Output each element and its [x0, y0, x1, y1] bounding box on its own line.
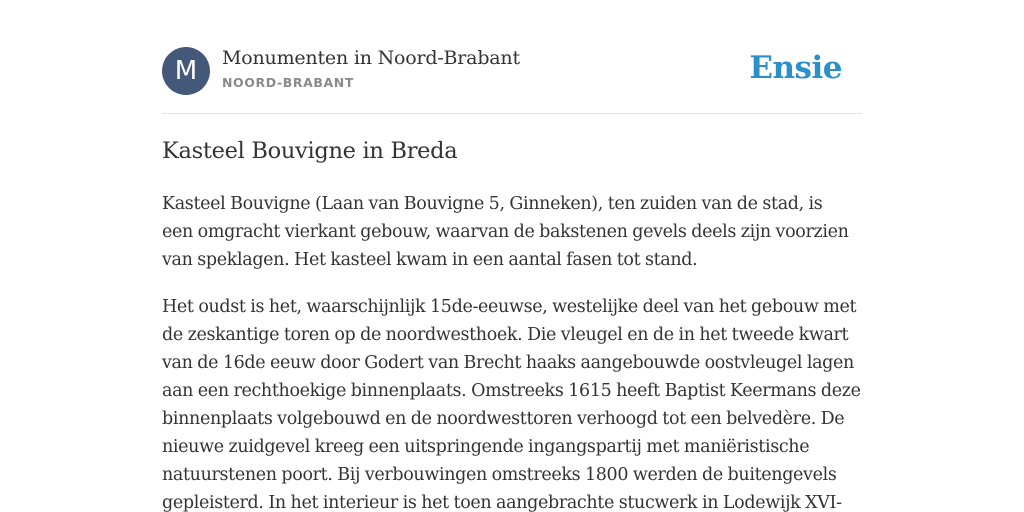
ensie-logo[interactable]: Ensie	[749, 50, 842, 86]
publication-name[interactable]: Monumenten in Noord-Brabant	[222, 47, 520, 69]
paragraph-line: de zeskantige toren op de noordwesthoek. Die vleugel en de in het tweede kwart	[162, 325, 849, 345]
header-divider	[162, 113, 862, 114]
paragraph-line: natuurstenen poort. Bij verbouwingen omstreeks 1800 werden de buitengevels	[162, 465, 837, 485]
publication-subtitle[interactable]: NOORD-BRABANT	[222, 75, 354, 90]
paragraph-line: van de 16de eeuw door Godert van Brecht haaks aangebouwde oostvleugel lagen	[162, 353, 854, 373]
paragraph-line: Het oudst is het, waarschijnlijk 15de-eeuwse, westelijke deel van het gebouw met	[162, 297, 857, 317]
paragraph-line: Kasteel Bouvigne (Laan van Bouvigne 5, Ginneken), ten zuiden van de stad, is	[162, 194, 823, 214]
publication-header	[162, 46, 862, 96]
publication-avatar[interactable]: M	[162, 47, 210, 95]
paragraph-line: van speklagen. Het kasteel kwam in een aantal fasen tot stand.	[162, 250, 698, 270]
paragraph-line: gepleisterd. In het interieur is het toen aangebrachte stucwerk in Lodewijk XVI-	[162, 493, 842, 512]
paragraph-line: nieuwe zuidgevel kreeg een uitspringende ingangspartij met maniëristische	[162, 437, 810, 457]
article-paragraph-1	[162, 190, 862, 274]
paragraph-line: binnenplaats volgebouwd en de noordwesttoren verhoogd tot een belvedère. De	[162, 409, 845, 429]
paragraph-line: een omgracht vierkant gebouw, waarvan de bakstenen gevels deels zijn voorzien	[162, 222, 849, 242]
paragraph-line: aan een rechthoekige binnenplaats. Omstreeks 1615 heeft Baptist Keermans deze	[162, 381, 861, 401]
article-paragraph-2	[162, 293, 862, 512]
article-title: Kasteel Bouvigne in Breda	[162, 138, 458, 164]
